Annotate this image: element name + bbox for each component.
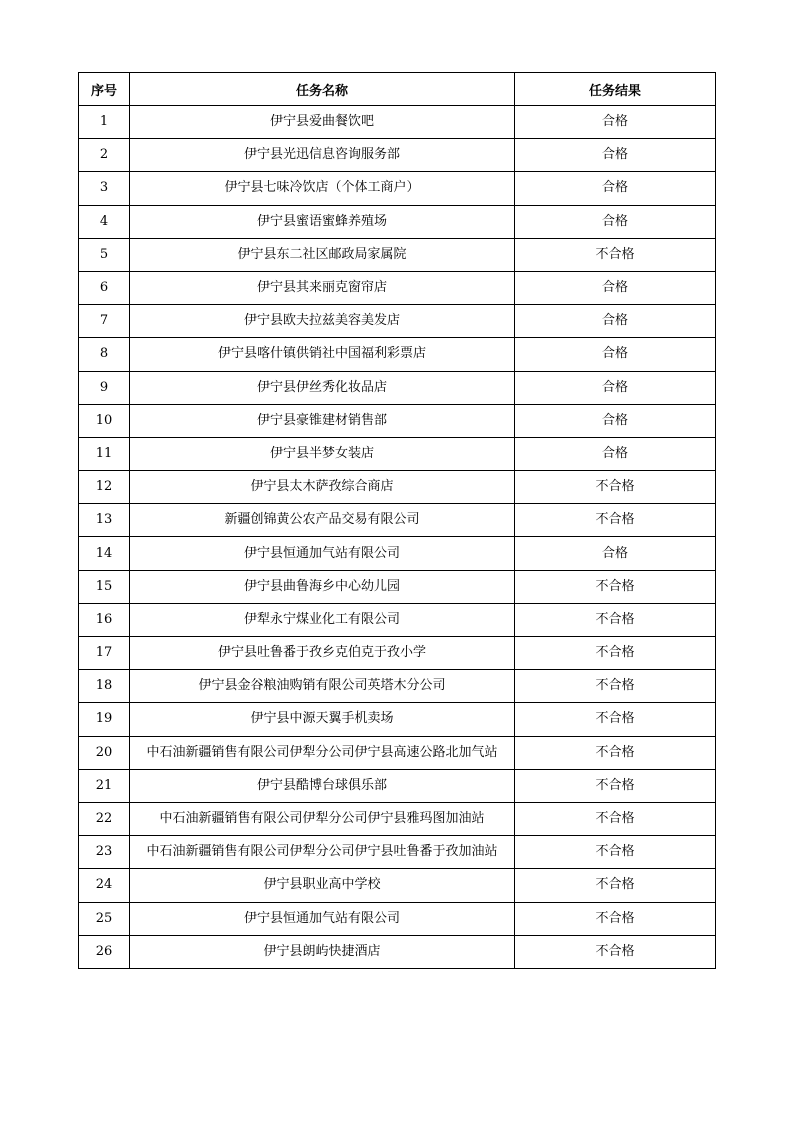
row-task-result-cell: 不合格 [515,603,716,636]
row-index-cell: 23 [79,836,130,869]
table-row [79,836,716,869]
row-task-name-cell: 伊宁县豪锥建材销售部 [130,404,515,437]
header-task-name: 任务名称 [130,73,515,106]
row-task-name-cell: 伊宁县蜜语蜜蜂养殖场 [130,205,515,238]
row-index-cell: 14 [79,537,130,570]
row-task-result-cell: 合格 [515,537,716,570]
row-task-name-cell: 中石油新疆销售有限公司伊犁分公司伊宁县吐鲁番于孜加油站 [130,836,515,869]
table-row [79,670,716,703]
inspection-results-table [78,72,716,969]
row-task-result-cell: 不合格 [515,471,716,504]
table-row [79,106,716,139]
row-task-name-cell: 伊宁县半梦女装店 [130,437,515,470]
row-index-cell: 20 [79,736,130,769]
row-task-result-cell: 合格 [515,205,716,238]
row-task-result-cell: 不合格 [515,769,716,802]
table-row [79,603,716,636]
row-task-result-cell: 不合格 [515,869,716,902]
row-index-cell: 10 [79,404,130,437]
row-task-result-cell: 不合格 [515,703,716,736]
row-task-result-cell: 不合格 [515,238,716,271]
row-task-result-cell: 不合格 [515,902,716,935]
table-row [79,437,716,470]
row-index-cell: 21 [79,769,130,802]
row-task-result-cell: 合格 [515,305,716,338]
row-task-name-cell: 伊宁县朗屿快捷酒店 [130,935,515,968]
table-row [79,172,716,205]
row-task-result-cell: 不合格 [515,637,716,670]
row-task-name-cell: 伊宁县喀什镇供销社中国福利彩票店 [130,338,515,371]
row-index-cell: 4 [79,205,130,238]
row-index-cell: 24 [79,869,130,902]
row-task-name-cell: 伊宁县光迅信息咨询服务部 [130,139,515,172]
row-task-result-cell: 合格 [515,106,716,139]
header-index: 序号 [79,73,130,106]
row-index-cell: 25 [79,902,130,935]
row-task-name-cell: 伊宁县吐鲁番于孜乡克伯克于孜小学 [130,637,515,670]
row-index-cell: 16 [79,603,130,636]
row-task-result-cell: 合格 [515,271,716,304]
row-task-name-cell: 伊宁县伊丝秀化妆品店 [130,371,515,404]
row-index-cell: 17 [79,637,130,670]
row-task-name-cell: 伊宁县七味冷饮店（个体工商户） [130,172,515,205]
row-index-cell: 12 [79,471,130,504]
row-task-result-cell: 不合格 [515,935,716,968]
table-row [79,802,716,835]
row-task-result-cell: 不合格 [515,836,716,869]
row-task-result-cell: 合格 [515,172,716,205]
row-index-cell: 11 [79,437,130,470]
row-task-name-cell: 新疆创锦黄公农产品交易有限公司 [130,504,515,537]
row-index-cell: 3 [79,172,130,205]
row-index-cell: 1 [79,106,130,139]
row-task-result-cell: 合格 [515,139,716,172]
row-task-name-cell: 伊宁县爱曲餐饮吧 [130,106,515,139]
row-task-name-cell: 伊宁县职业高中学校 [130,869,515,902]
row-task-name-cell: 伊宁县曲鲁海乡中心幼儿园 [130,570,515,603]
table-row [79,139,716,172]
row-index-cell: 13 [79,504,130,537]
row-task-result-cell: 不合格 [515,670,716,703]
table-row [79,637,716,670]
row-task-name-cell: 伊宁县太木萨孜综合商店 [130,471,515,504]
row-task-name-cell: 伊宁县东二社区邮政局家属院 [130,238,515,271]
table-row [79,504,716,537]
row-index-cell: 9 [79,371,130,404]
table-row [79,869,716,902]
row-task-name-cell: 中石油新疆销售有限公司伊犁分公司伊宁县雅玛图加油站 [130,802,515,835]
row-task-name-cell: 伊宁县其来丽克窗帘店 [130,271,515,304]
row-task-name-cell: 伊宁县恒通加气站有限公司 [130,902,515,935]
table-row [79,537,716,570]
row-task-result-cell: 合格 [515,371,716,404]
header-task-result: 任务结果 [515,73,716,106]
row-task-result-cell: 不合格 [515,504,716,537]
table-row [79,736,716,769]
row-task-name-cell: 伊犁永宁煤业化工有限公司 [130,603,515,636]
table-row [79,471,716,504]
table-row [79,404,716,437]
row-task-name-cell: 伊宁县中源天翼手机卖场 [130,703,515,736]
row-index-cell: 6 [79,271,130,304]
table-row [79,205,716,238]
row-task-result-cell: 合格 [515,437,716,470]
table-row [79,902,716,935]
table-header [79,73,716,106]
header-row [79,73,716,106]
row-task-result-cell: 不合格 [515,570,716,603]
row-index-cell: 18 [79,670,130,703]
row-index-cell: 15 [79,570,130,603]
table-row [79,769,716,802]
table-row [79,703,716,736]
row-task-result-cell: 不合格 [515,802,716,835]
table-row [79,371,716,404]
row-index-cell: 2 [79,139,130,172]
table-row [79,305,716,338]
row-index-cell: 22 [79,802,130,835]
row-task-name-cell: 伊宁县金谷粮油购销有限公司英塔木分公司 [130,670,515,703]
row-index-cell: 8 [79,338,130,371]
row-task-result-cell: 合格 [515,404,716,437]
table-row [79,338,716,371]
table-row [79,570,716,603]
table-row [79,238,716,271]
table-row [79,271,716,304]
table-row [79,935,716,968]
row-task-result-cell: 不合格 [515,736,716,769]
row-task-name-cell: 伊宁县酷博台球俱乐部 [130,769,515,802]
row-task-name-cell: 中石油新疆销售有限公司伊犁分公司伊宁县高速公路北加气站 [130,736,515,769]
row-task-result-cell: 合格 [515,338,716,371]
row-index-cell: 7 [79,305,130,338]
row-index-cell: 26 [79,935,130,968]
table-body [79,106,716,969]
row-task-name-cell: 伊宁县恒通加气站有限公司 [130,537,515,570]
row-index-cell: 5 [79,238,130,271]
row-index-cell: 19 [79,703,130,736]
row-task-name-cell: 伊宁县欧夫拉兹美容美发店 [130,305,515,338]
